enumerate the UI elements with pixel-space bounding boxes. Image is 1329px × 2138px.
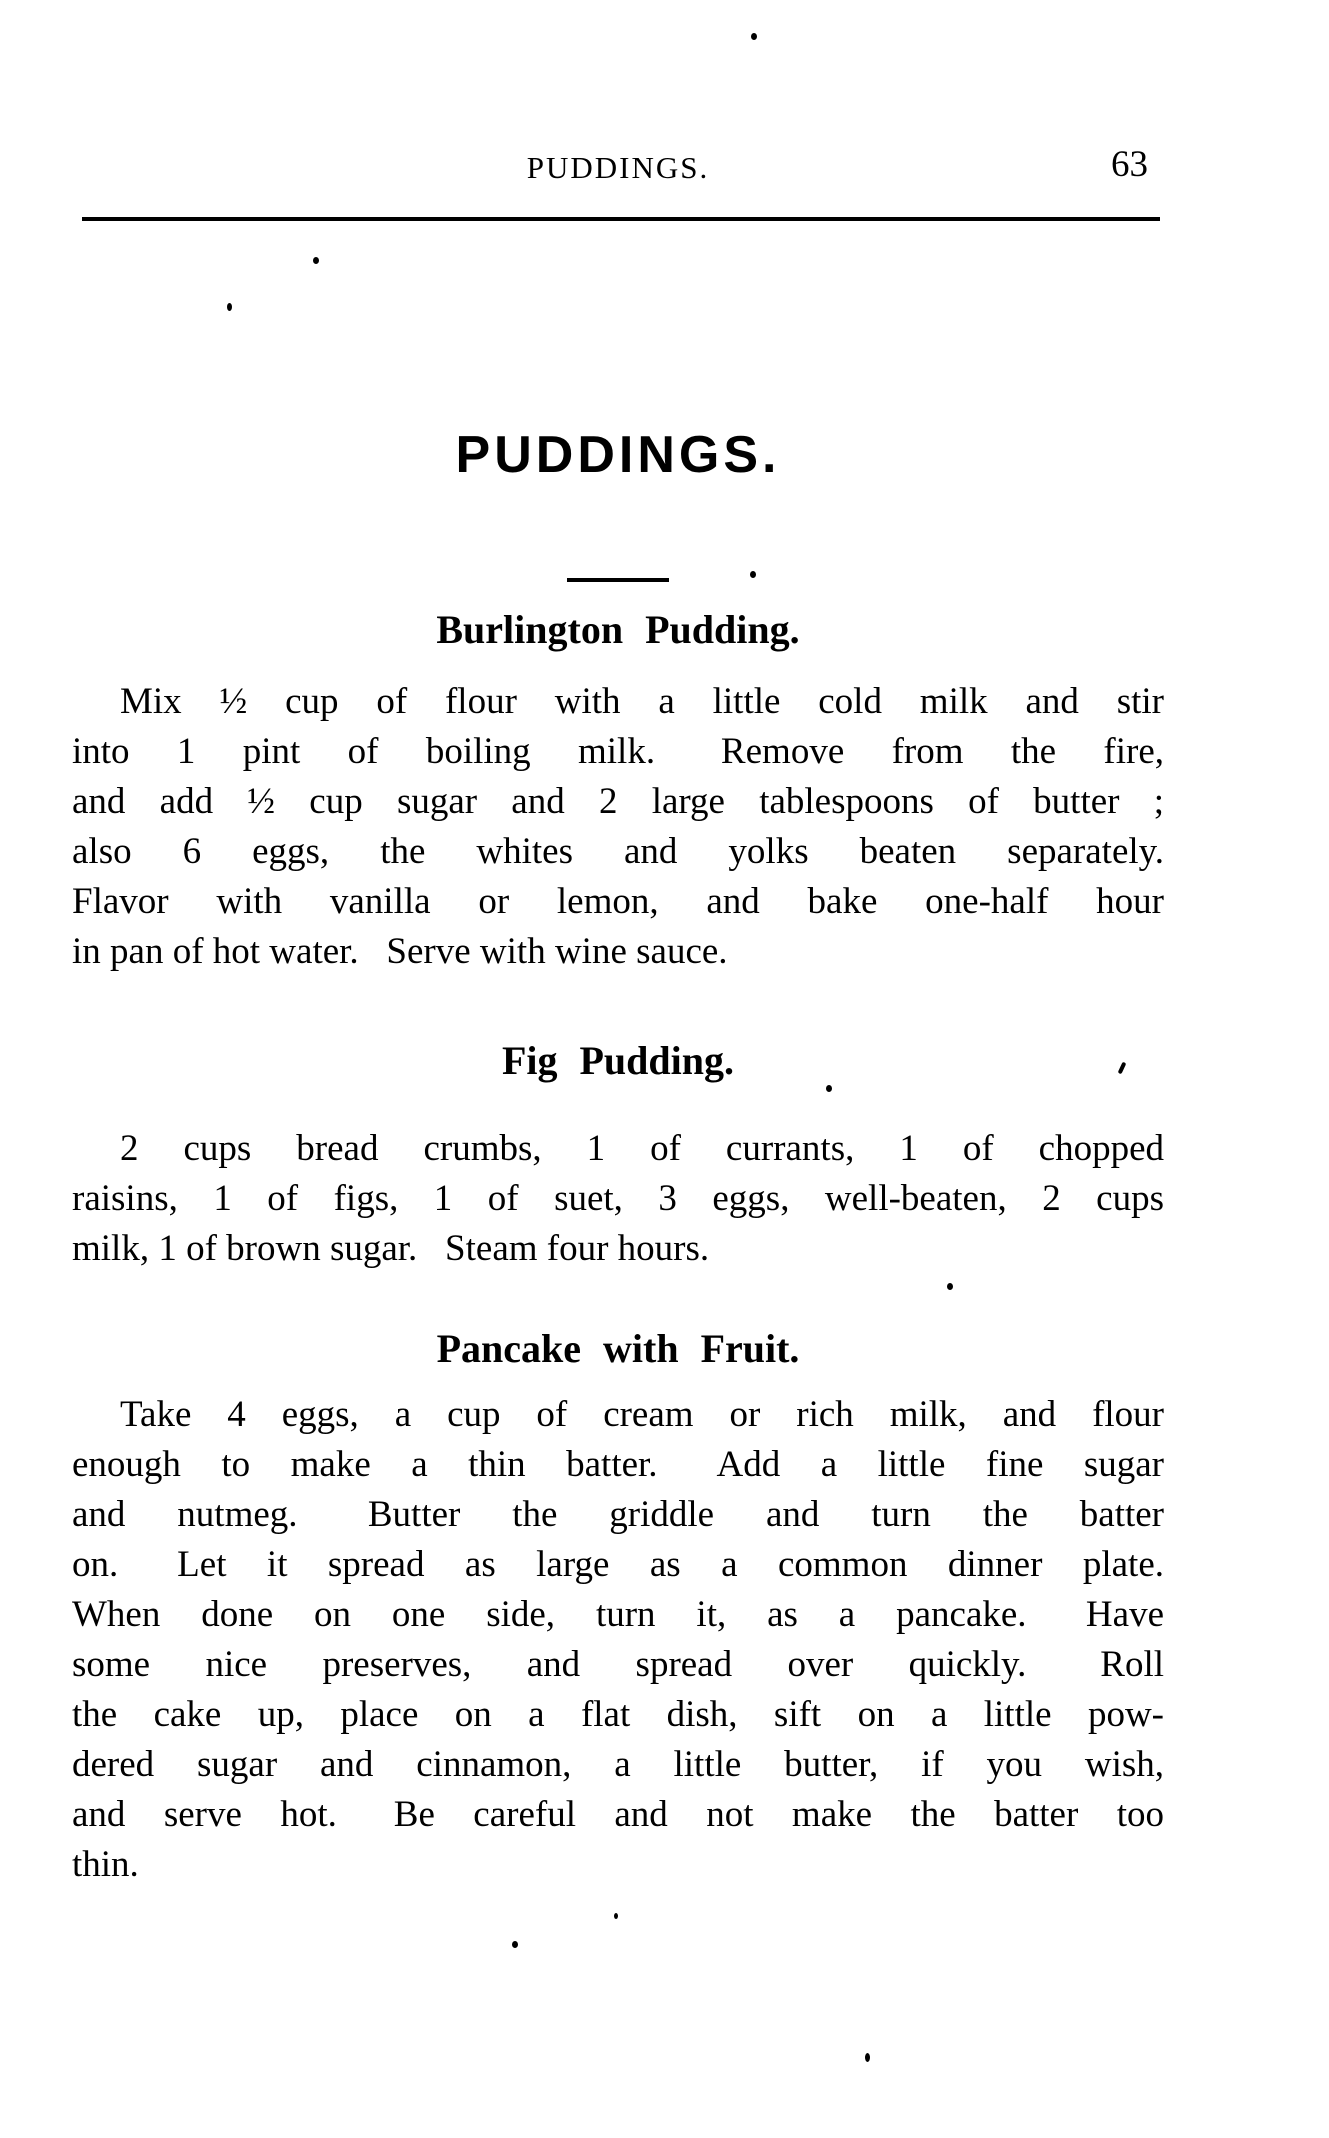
scan-speck [865, 2053, 870, 2062]
recipe-paragraph [72, 1390, 1164, 1890]
text-line: thin. [72, 1844, 139, 1885]
text-line: dered sugar and cinnamon, a little butter, if you wish, [72, 1744, 1164, 1785]
scan-speck [227, 303, 232, 311]
title-divider [567, 578, 669, 582]
text-line: raisins, 1 of figs, 1 of suet, 3 eggs, well-beaten, 2 cups [72, 1178, 1164, 1219]
text-line: and nutmeg. Butter the griddle and turn the batter [72, 1494, 1164, 1535]
text-line: milk, 1 of brown sugar. Steam four hours. [72, 1228, 710, 1269]
recipe-paragraph [72, 1124, 1164, 1274]
text-line: on. Let it spread as large as a common dinner plate. [72, 1544, 1164, 1585]
text-line: 2 cups bread crumbs, 1 of currants, 1 of chopped [120, 1128, 1164, 1169]
recipe-heading: Burlington Pudding. [436, 607, 800, 652]
scan-speck [947, 1283, 953, 1290]
text-line: enough to make a thin batter. Add a little fine sugar [72, 1444, 1164, 1485]
text-line: and serve hot. Be careful and not make the batter too [72, 1794, 1164, 1835]
recipe-heading: Fig Pudding. [501, 1038, 735, 1083]
running-header-title: PUDDINGS. [526, 150, 710, 185]
scan-speck [750, 571, 756, 578]
text-line: some nice preserves, and spread over quickly. Roll [72, 1644, 1164, 1685]
page-number: 63 [1111, 144, 1148, 185]
recipe-paragraph [72, 677, 1164, 977]
text-line: and add ½ cup sugar and 2 large tablespoons of butter ; [72, 781, 1164, 822]
recipe-heading: Pancake with Fruit. [436, 1326, 800, 1371]
scan-speck [313, 257, 319, 264]
text-line: also 6 eggs, the whites and yolks beaten separately. [72, 831, 1164, 872]
scan-speck [826, 1085, 832, 1092]
text-line: Flavor with vanilla or lemon, and bake one-half hour [72, 881, 1164, 922]
text-line: into 1 pint of boiling milk. Remove from the fire, [72, 731, 1164, 772]
text-line: When done on one side, turn it, as a pancake. Have [72, 1594, 1164, 1635]
text-line: the cake up, place on a flat dish, sift on a little pow- [72, 1694, 1164, 1735]
chapter-title: PUDDINGS. [455, 426, 781, 484]
scan-speck [751, 33, 757, 40]
text-line: in pan of hot water. Serve with wine sauce. [72, 931, 728, 972]
text-line: Mix ½ cup of flour with a little cold milk and stir [120, 681, 1164, 722]
scan-speck [512, 1941, 518, 1948]
header-rule [82, 217, 1160, 221]
scan-speck [614, 1913, 618, 1919]
text-line: Take 4 eggs, a cup of cream or rich milk, and flour [120, 1394, 1164, 1435]
